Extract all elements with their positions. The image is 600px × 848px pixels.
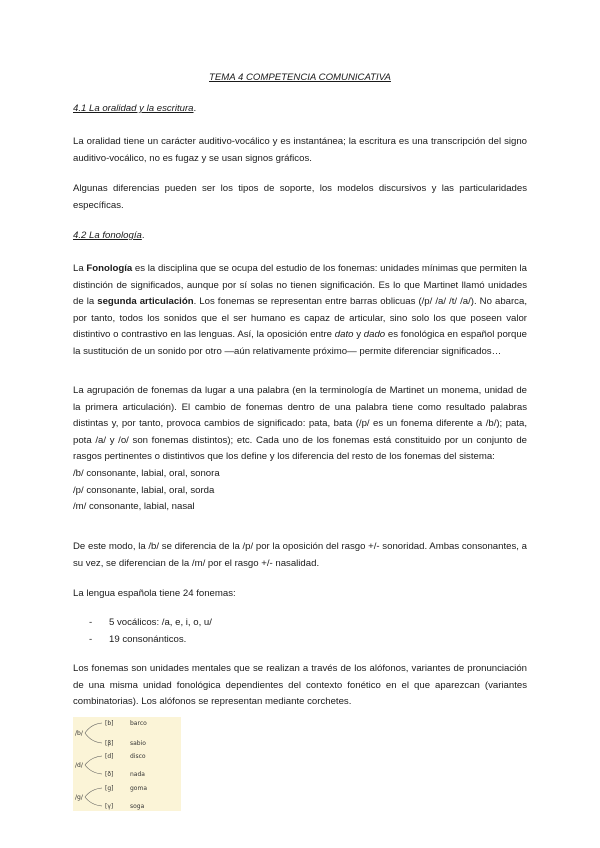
word-dato: dato — [334, 329, 354, 341]
allophone-symbol: [ð] — [105, 771, 114, 778]
allophone-word: soga — [130, 803, 145, 810]
paragraph-agrupacion-text: La agrupación de fonemas da lugar a una palabra (en la terminología de Martinet un monema, unidad de la primera articulación). El cambio de fonemas dentro de una palabra tiene como resultado palabras distintas y, por tanto, provoca cambios de significado: pata, bata (/p/ es un fonema diferente a /b/); pata, pota /a/ y /o/ son fonemas distintos); etc. Cada uno de los fonemas está constituido por un conjunto de rasgos pertinentes o distintivos que los define y los diferencia del resto de los fonemas del sistema: — [73, 385, 527, 463]
allophone-symbol: [b] — [105, 720, 114, 727]
section-heading-oralidad: 4.1 La oralidad y la escritura. — [73, 103, 197, 114]
allophone-diagram — [73, 717, 181, 811]
list-item: - 19 consonánticos. — [89, 634, 187, 645]
phoneme-g: /g/ — [75, 794, 83, 801]
allophone-word: sabio — [130, 740, 146, 747]
feature-line: /b/ consonante, labial, oral, sonora — [73, 467, 220, 479]
feature-line: /p/ consonante, labial, oral, sorda — [73, 484, 215, 496]
paragraph-diferencias: Algunas diferencias pueden ser los tipos de soporte, los modelos discursivos y las particularidades específicas. — [73, 183, 527, 211]
paragraph-alofonos: Los fonemas son unidades mentales que se realizan a través de los alófonos, variantes de pronunciación de una misma unidad fonológica dependientes del contexto fonético en el que aparezcan (variantes combinatorias). Los alófonos se representan mediante corchetes. — [73, 663, 527, 708]
allophone-symbol: [β] — [105, 740, 114, 747]
paragraph-fonologia: La Fonología es la disciplina que se ocupa del estudio de los fonemas: unidades mínimas que permiten la distinción de significados, aunque por sí solas no tienen significación. Es lo que Martinet llamó unidades de la segunda articulación. Los fonemas se representan entre barras oblicuas (/p/ /a/ /t/ /a/). No abarca, por tanto, todos los sonidos que el ser humano es capaz de articular, sino solo los que poseen valor distintivo o contrastivo en las lenguas. Así, la oposición entre dato y dado es fonológica en español porque la sustitución de un sonido por otro —aún relativamente próximo— permite diferenciar significados… — [73, 263, 527, 357]
allophone-symbol: [d] — [105, 753, 114, 760]
allophone-symbol: [γ] — [105, 803, 114, 810]
feature-line: /m/ consonante, labial, nasal — [73, 501, 195, 513]
branch-line — [85, 788, 102, 797]
branch-line — [85, 756, 102, 765]
allophone-word: barco — [130, 720, 147, 727]
term-fonologia: Fonología — [86, 263, 133, 274]
branch-line — [85, 723, 102, 733]
word-dado: dado — [363, 329, 386, 341]
paragraph-agrupacion — [73, 383, 527, 516]
allophone-word: goma — [130, 785, 148, 792]
branch-line — [85, 797, 102, 806]
document-title: TEMA 4 COMPETENCIA COMUNICATIVA — [209, 72, 391, 83]
paragraph-oposicion: De este modo, la /b/ se diferencia de la /p/ por la oposición del rasgo +/- sonoridad. Ambas consonantes, a su vez, se diferencian de la /m/ por el rasgo +/- nasalidad. — [73, 541, 527, 569]
allophone-symbol: [g] — [105, 785, 114, 792]
branch-line — [85, 733, 102, 743]
term-segunda-articulacion: segunda articulación — [97, 296, 194, 308]
section-heading-fonologia: 4.2 La fonología. — [73, 230, 145, 241]
branch-line — [85, 765, 102, 774]
phoneme-b: /b/ — [75, 730, 83, 737]
allophone-word: disco — [130, 753, 146, 760]
list-item: - 5 vocálicos: /a, e, i, o, u/ — [89, 617, 212, 628]
section-heading-text: 4.2 La fonología — [73, 230, 142, 241]
allophone-word: nada — [130, 771, 145, 778]
section-heading-text: 4.1 La oralidad y la escritura — [73, 103, 194, 114]
phoneme-d: /d/ — [75, 762, 83, 769]
paragraph-24-fonemas: La lengua española tiene 24 fonemas: — [73, 588, 236, 599]
allophone-diagram-svg — [73, 717, 181, 811]
paragraph-oralidad: La oralidad tiene un carácter auditivo-vocálico y es instantánea; la escritura es una transcripción del signo auditivo-vocálico, no es fugaz y se usan signos gráficos. — [73, 136, 527, 164]
